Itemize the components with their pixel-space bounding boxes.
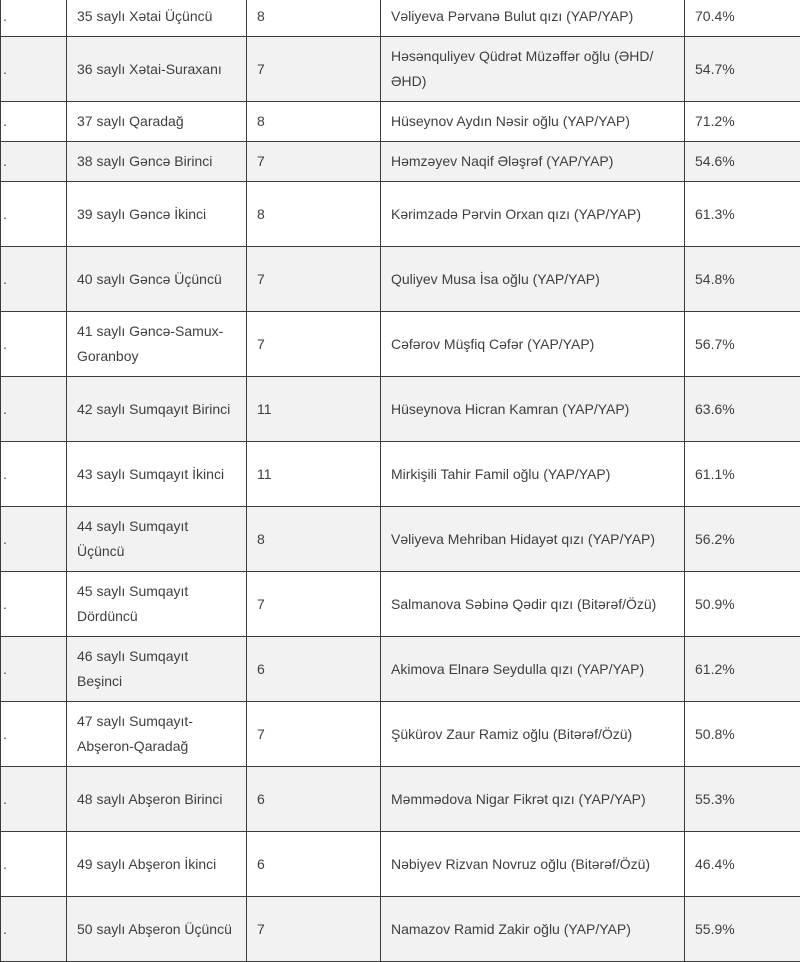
candidate-cell: Namazov Ramid Zakir oğlu (YAP/YAP) <box>381 897 685 962</box>
candidate-cell: Hüseynov Aydın Nəsir oğlu (YAP/YAP) <box>381 102 685 142</box>
table-row <box>1 312 800 377</box>
district-cell: 48 saylı Abşeron Birinci <box>67 767 247 832</box>
percent-cell: 54.7% <box>685 37 800 102</box>
table-row <box>1 637 800 702</box>
percent-cell: 54.8% <box>685 247 800 312</box>
percent-cell: 55.3% <box>685 767 800 832</box>
candidate-cell: Kərimzadə Pərvin Orxan qızı (YAP/YAP) <box>381 182 685 247</box>
row-index: . <box>1 442 67 507</box>
count-cell: 8 <box>247 102 381 142</box>
percent-cell: 61.1% <box>685 442 800 507</box>
percent-cell: 70.4% <box>685 0 800 37</box>
count-cell: 7 <box>247 142 381 182</box>
table-row <box>1 142 800 182</box>
district-cell: 40 saylı Gəncə Üçüncü <box>67 247 247 312</box>
percent-cell: 46.4% <box>685 832 800 897</box>
percent-cell: 50.8% <box>685 702 800 767</box>
count-cell: 8 <box>247 0 381 37</box>
candidate-cell: Vəliyeva Pərvanə Bulut qızı (YAP/YAP) <box>381 0 685 37</box>
count-cell: 7 <box>247 312 381 377</box>
percent-cell: 54.6% <box>685 142 800 182</box>
candidate-cell: Həsənquliyev Qüdrət Müzəffər oğlu (ƏHD/ƏHD) <box>381 37 685 102</box>
row-index: . <box>1 572 67 637</box>
candidate-cell: Akimova Elnarə Seydulla qızı (YAP/YAP) <box>381 637 685 702</box>
district-cell: 43 saylı Sumqayıt İkinci <box>67 442 247 507</box>
percent-cell: 50.9% <box>685 572 800 637</box>
candidate-cell: Mirkişili Tahir Famil oğlu (YAP/YAP) <box>381 442 685 507</box>
candidate-cell: Cəfərov Müşfiq Cəfər (YAP/YAP) <box>381 312 685 377</box>
row-index: . <box>1 142 67 182</box>
district-cell: 39 saylı Gəncə İkinci <box>67 182 247 247</box>
percent-cell: 71.2% <box>685 102 800 142</box>
table-row <box>1 247 800 312</box>
table-row <box>1 507 800 572</box>
row-index: . <box>1 897 67 962</box>
count-cell: 11 <box>247 377 381 442</box>
count-cell: 7 <box>247 897 381 962</box>
count-cell: 6 <box>247 637 381 702</box>
percent-cell: 56.7% <box>685 312 800 377</box>
district-cell: 36 saylı Xətai-Suraxanı <box>67 37 247 102</box>
district-cell: 35 saylı Xətai Üçüncü <box>67 0 247 37</box>
row-index: . <box>1 37 67 102</box>
district-cell: 45 saylı Sumqayıt Dördüncü <box>67 572 247 637</box>
count-cell: 11 <box>247 442 381 507</box>
table-row <box>1 767 800 832</box>
count-cell: 8 <box>247 507 381 572</box>
row-index: . <box>1 832 67 897</box>
district-cell: 37 saylı Qaradağ <box>67 102 247 142</box>
district-cell: 50 saylı Abşeron Üçüncü <box>67 897 247 962</box>
percent-cell: 61.3% <box>685 182 800 247</box>
count-cell: 7 <box>247 572 381 637</box>
table-row <box>1 37 800 102</box>
percent-cell: 55.9% <box>685 897 800 962</box>
count-cell: 6 <box>247 767 381 832</box>
percent-cell: 56.2% <box>685 507 800 572</box>
district-cell: 42 saylı Sumqayıt Birinci <box>67 377 247 442</box>
count-cell: 8 <box>247 182 381 247</box>
candidate-cell: Vəliyeva Mehriban Hidayət qızı (YAP/YAP) <box>381 507 685 572</box>
row-index: . <box>1 0 67 37</box>
candidate-cell: Məmmədova Nigar Fikrət qızı (YAP/YAP) <box>381 767 685 832</box>
table-row <box>1 702 800 767</box>
table-row <box>1 442 800 507</box>
table-row <box>1 377 800 442</box>
district-cell: 38 saylı Gəncə Birinci <box>67 142 247 182</box>
candidate-cell: Nəbiyev Rizvan Novruz oğlu (Bitərəf/Özü) <box>381 832 685 897</box>
table-row <box>1 182 800 247</box>
row-index: . <box>1 312 67 377</box>
district-cell: 49 saylı Abşeron İkinci <box>67 832 247 897</box>
candidate-cell: Hüseynova Hicran Kamran (YAP/YAP) <box>381 377 685 442</box>
table-row <box>1 102 800 142</box>
percent-cell: 61.2% <box>685 637 800 702</box>
count-cell: 7 <box>247 247 381 312</box>
table-row <box>1 0 800 37</box>
row-index: . <box>1 247 67 312</box>
count-cell: 6 <box>247 832 381 897</box>
district-cell: 44 saylı Sumqayıt Üçüncü <box>67 507 247 572</box>
row-index: . <box>1 182 67 247</box>
candidate-cell: Şükürov Zaur Ramiz oğlu (Bitərəf/Özü) <box>381 702 685 767</box>
candidate-cell: Həmzəyev Naqif Ələşrəf (YAP/YAP) <box>381 142 685 182</box>
row-index: . <box>1 637 67 702</box>
count-cell: 7 <box>247 702 381 767</box>
district-cell: 41 saylı Gəncə-Samux-Goranboy <box>67 312 247 377</box>
row-index: . <box>1 102 67 142</box>
table-row <box>1 832 800 897</box>
district-cell: 46 saylı Sumqayıt Beşinci <box>67 637 247 702</box>
row-index: . <box>1 767 67 832</box>
table-row <box>1 572 800 637</box>
candidate-cell: Salmanova Səbinə Qədir qızı (Bitərəf/Özü) <box>381 572 685 637</box>
percent-cell: 63.6% <box>685 377 800 442</box>
row-index: . <box>1 377 67 442</box>
table-row <box>1 897 800 962</box>
district-cell: 47 saylı Sumqayıt-Abşeron-Qaradağ <box>67 702 247 767</box>
row-index: . <box>1 507 67 572</box>
count-cell: 7 <box>247 37 381 102</box>
row-index: . <box>1 702 67 767</box>
candidate-cell: Quliyev Musa İsa oğlu (YAP/YAP) <box>381 247 685 312</box>
